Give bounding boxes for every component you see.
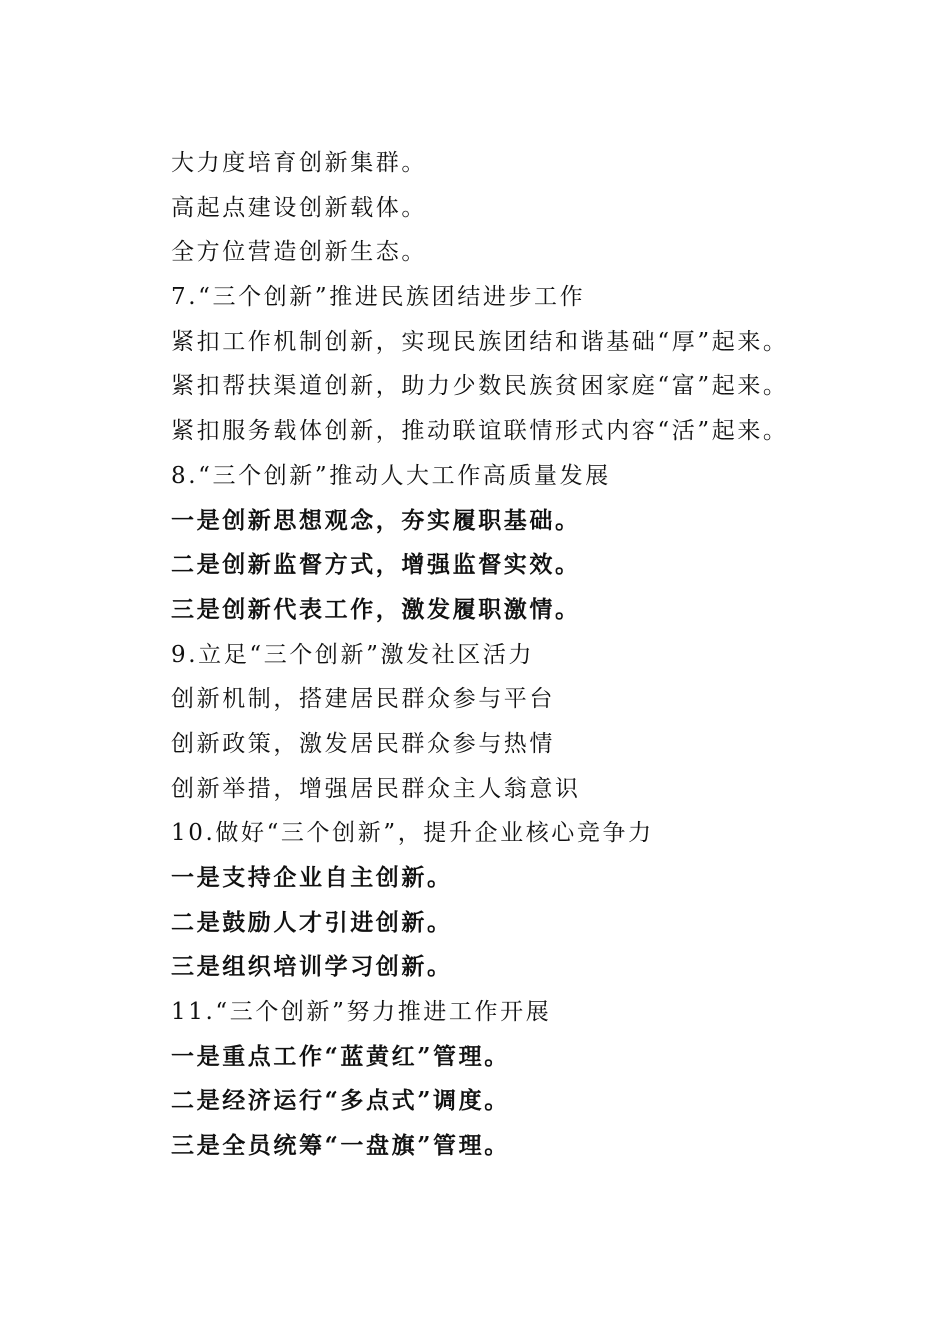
document-body	[171, 141, 871, 1169]
text-line: 紧扣服务载体创新，推动联谊联情形式内容“活”起来。	[171, 418, 789, 445]
text-line: 大力度培育创新集群。	[171, 150, 427, 176]
text-line: 创新机制，搭建居民群众参与平台	[171, 686, 555, 713]
section-heading: 10.做好“三个创新”，提升企业核心竞争力	[171, 820, 654, 847]
text-line: 二是经济运行“多点式”调度。	[171, 1087, 510, 1115]
section-heading: 8.“三个创新”推动人大工作高质量发展	[171, 462, 611, 489]
section-heading: 7.“三个创新”推进民族团结进步工作	[171, 284, 586, 311]
text-line: 创新举措，增强居民群众主人翁意识	[171, 775, 581, 802]
text-line: 三是组织培训学习创新。	[171, 953, 453, 981]
text-line: 全方位营造创新生态。	[171, 239, 427, 266]
text-line: 紧扣工作机制创新，实现民族团结和谐基础“厚”起来。	[171, 328, 789, 355]
section-heading: 11.“三个创新”努力推进工作开展	[171, 999, 552, 1026]
text-line: 一是支持企业自主创新。	[171, 864, 453, 891]
text-line: 紧扣帮扶渠道创新，助力少数民族贫困家庭“富”起来。	[171, 373, 789, 400]
text-line: 一是重点工作“蓝黄红”管理。	[171, 1042, 510, 1070]
text-line: 二是创新监督方式，增强监督实效。	[171, 551, 581, 579]
section-heading: 9.立足“三个创新”激发社区活力	[171, 641, 535, 668]
text-line: 一是创新思想观念，夯实履职基础。	[171, 506, 581, 534]
text-line: 三是全员统筹“一盘旗”管理。	[171, 1132, 510, 1160]
text-line: 二是鼓励人才引进创新。	[171, 908, 453, 936]
text-line: 三是创新代表工作，激发履职激情。	[171, 595, 581, 623]
text-line: 高起点建设创新载体。	[171, 194, 427, 221]
text-line: 创新政策，激发居民群众参与热情	[171, 730, 555, 757]
